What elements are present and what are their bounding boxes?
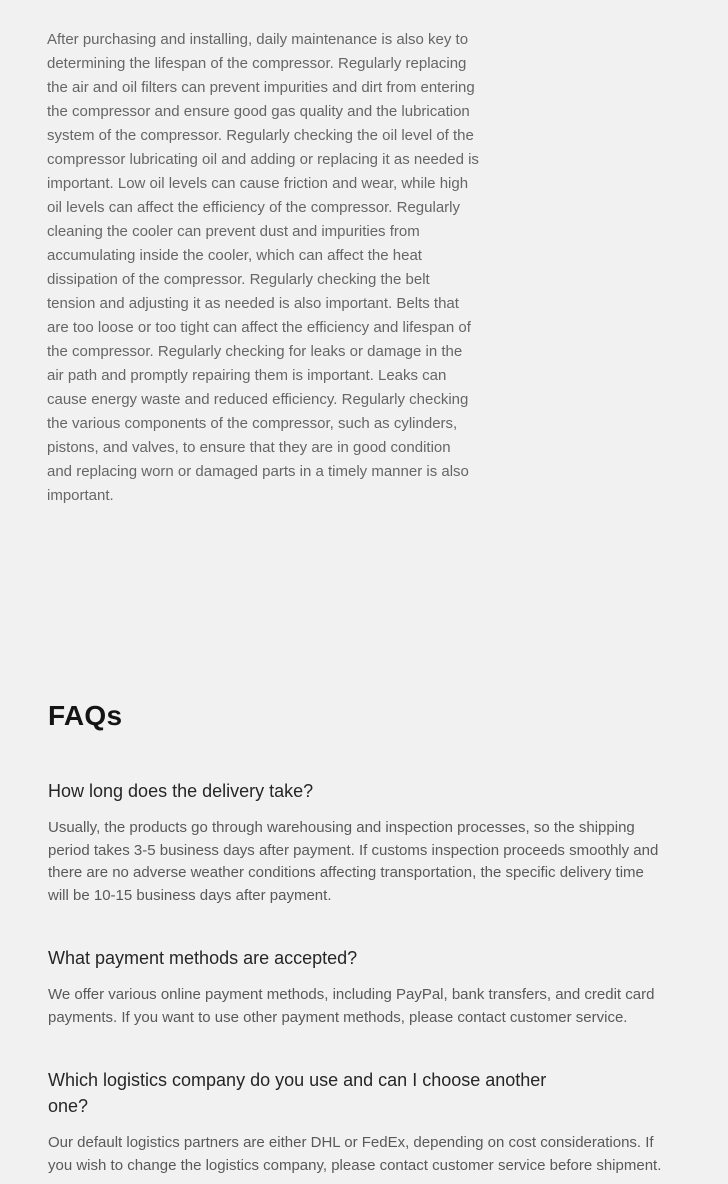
- faq-section-title: FAQs: [48, 700, 123, 731]
- faq-answer-logistics-company: Our default logistics partners are either DHL or FedEx, depending on cost considerations. If you wish to change the logistics company, please contact customer service before shipment.: [48, 1134, 662, 1174]
- faq-item: [48, 778, 682, 907]
- faq-answer-delivery-time: Usually, the products go through warehousing and inspection processes, so the shipping period takes 3-5 business days after payment. If customs inspection proceeds smoothly and there are no adverse weather conditions affecting transportation, the specific delivery time will be 10-15 business days after payment.: [48, 819, 659, 904]
- faq-item: [48, 945, 682, 1029]
- faq-question-logistics-company: Which logistics company do you use and can I choose another one?: [48, 1070, 547, 1116]
- faq-question-delivery-time: How long does the delivery take?: [48, 781, 314, 801]
- faq-item: [48, 1067, 682, 1177]
- faq-answer-payment-methods: We offer various online payment methods, including PayPal, bank transfers, and credit card payments. If you want to use other payment methods, please contact customer service.: [48, 986, 655, 1026]
- maintenance-paragraph: After purchasing and installing, daily maintenance is also key to determining the lifespan of the compressor. Regularly replacing the air and oil filters can prevent impurities and dirt from entering the compressor and ensure good gas quality and the lubrication system of the compressor. Regularly checking the oil level of the compressor lubricating oil and adding or replacing it as needed is important. Low oil levels can cause friction and wear, while high oil levels can affect the efficiency of the compressor. Regularly cleaning the cooler can prevent dust and impurities from accumulating inside the cooler, which can affect the heat dissipation of the compressor. Regularly checking the belt tension and adjusting it as needed is also important. Belts that are too loose or too tight can affect the efficiency and lifespan of the compressor. Regularly checking for leaks or damage in the air path and promptly repairing them is important. Leaks can cause energy waste and reduced efficiency. Regularly checking the various components of the compressor, such as cylinders, pistons, and valves, to ensure that they are in good condition and replacing worn or damaged parts in a timely manner is also important.: [47, 31, 479, 504]
- faq-section: [48, 700, 682, 1177]
- faq-question-payment-methods: What payment methods are accepted?: [48, 948, 358, 968]
